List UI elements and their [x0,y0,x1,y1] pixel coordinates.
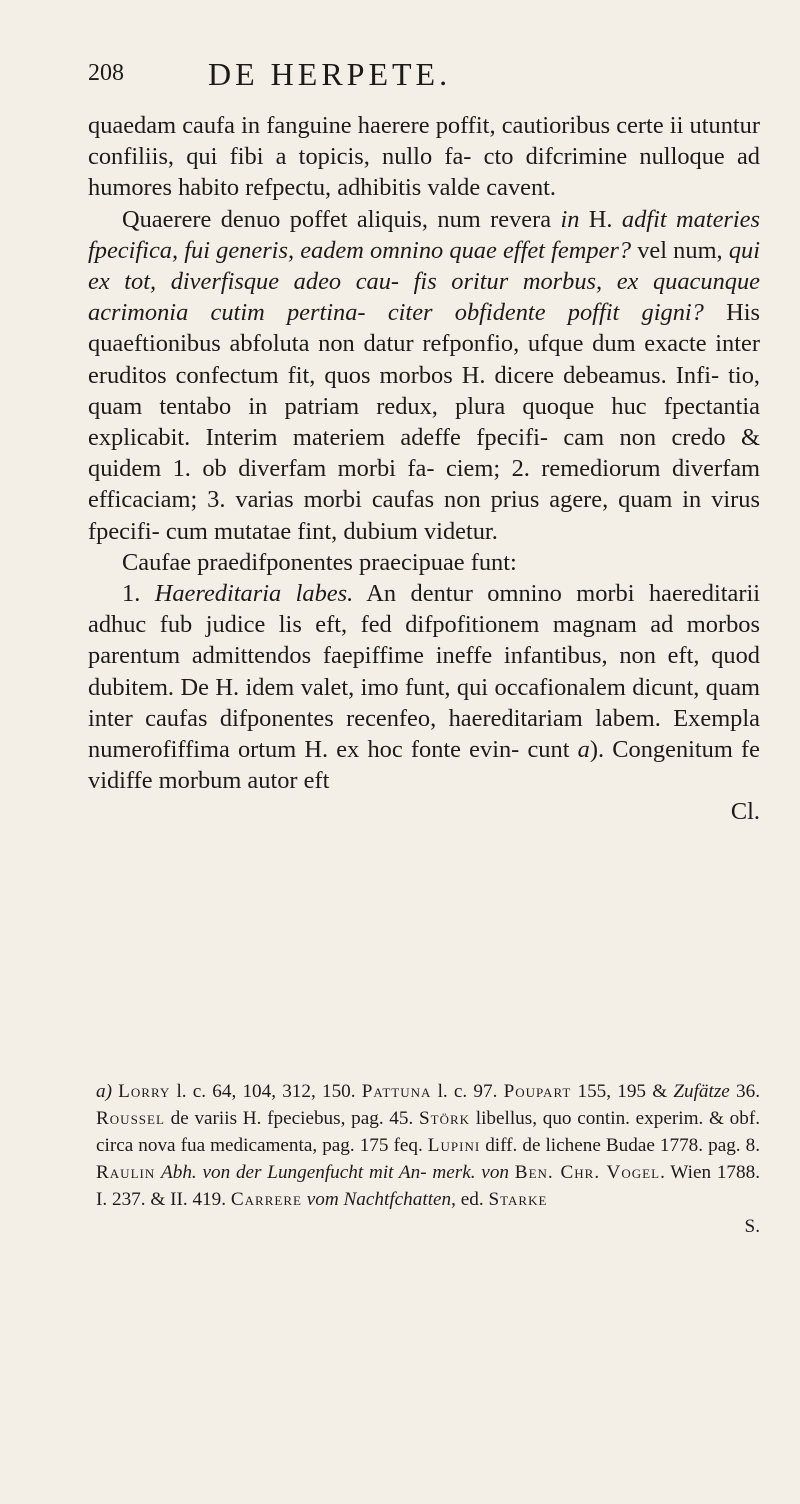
footnote-divider [88,1070,760,1071]
catchword: Cl. [730,798,760,826]
paragraph-4: 1. Haereditaria labes. An dentur omnino morbi haereditarii adhuc fub judice lis eft, fed difpofitionem magnam ad morbos parentum admittendos faepiffime ineffe infantibus, non eft, quod dubitem. De H. idem valet, imo funt, qui occafionalem dicunt, quam inter caufas difponentes recenfeo, haereditariam labem. Exempla numerofiffima ortum H. ex hoc fonte evin- cunt a). Congenitum fe vidiffe morbum autor eft [88,580,761,795]
paragraph-1: quaedam caufa in fanguine haerere poffit, cautioribus certe ii utuntur confiliis, qui fibi a topicis, nullo fa- cto difcrimine nulloque ad humores habito refpectu, adhibitis valde cavent. [88,112,760,202]
paragraph-3: Caufae praedifponentes praecipuae funt: [122,548,517,576]
page-number: 208 [88,60,124,86]
running-title: DE HERPETE. [208,56,452,92]
footnote-catchword: S. [744,1216,760,1237]
paragraph-2: Quaerere denuo poffet aliquis, num revera in H. adfit materies fpecifica, fui generis, eadem omnino quae effet femper? vel num, qui ex tot, diverfisque adeo cau- fis oritur morbus, ex quacunque acrimonia cutim pertina- citer obfidente poffit gigni? His quaeftionibus abfoluta non datur refponfio, ufque dum exacte inter eruditos confectum fit, quos morbos H. dicere debeamus. Infi- tio, quam tentabo in patriam redux, plura quoque huc fpectantia explicabit. Interim materiem adeffe fpecifi- cam non credo & quidem 1. ob diverfam morbi fa- ciem; 2. remediorum diverfam efficaciam; 3. varias morbi caufas non prius agere, quam in virus fpecifi- cum mutatae fint, dubium videtur. [88,205,760,545]
body-text [88,110,760,828]
running-head [88,56,760,96]
footnote-a: a) Lorry l. c. 64, 104, 312, 150. Pattuna l. c. 97. Poupart 155, 195 & Zufätze 36. Roussel de variis H. fpeciebus, pag. 45. Störk libellus, quo contin. experim. & obf. circa nova fua medicamenta, pag. 175 feq. Lupini diff. de lichene Budae 1778. pag. 8. Raulin Abh. von der Lungenfucht mit An- merk. von Ben. Chr. Vogel. Wien 1788. I. 237. & II. 419. Carrere vom Nachtfchatten, ed. Starke [96,1081,761,1210]
footnotes [96,1078,760,1240]
